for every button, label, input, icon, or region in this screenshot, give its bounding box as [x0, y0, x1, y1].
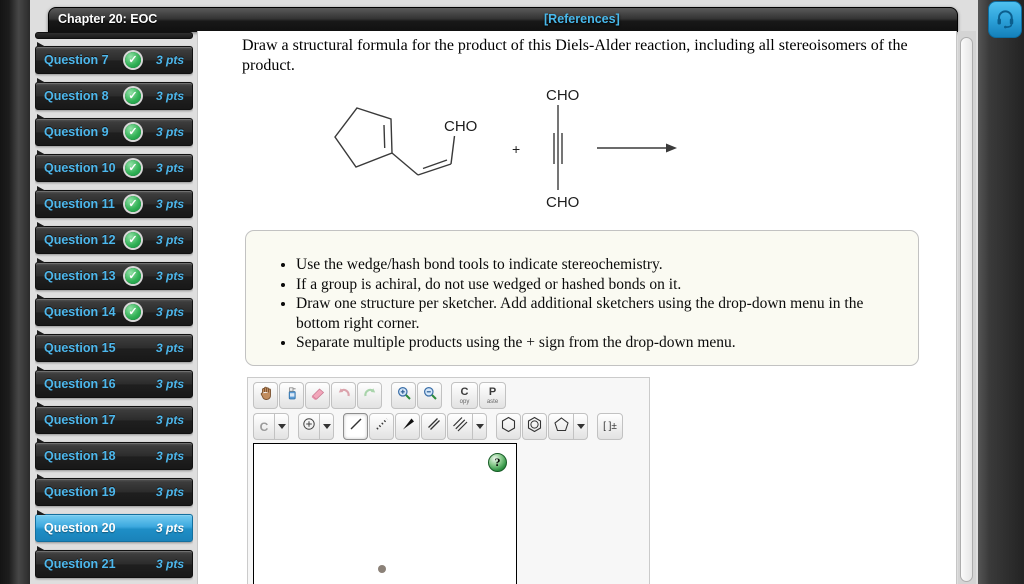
- ring-dropdown-button[interactable]: [573, 413, 588, 440]
- sidebar-item-question-20[interactable]: [35, 514, 193, 542]
- charge-button[interactable]: [298, 413, 319, 440]
- benzene-ring-icon: [526, 416, 543, 438]
- points-badge: 3 pts: [155, 233, 184, 247]
- hexagon-ring-button[interactable]: [496, 413, 521, 440]
- instruction-bullet: • If a group is achiral, do not use wedged or hashed bonds on it.: [296, 275, 896, 295]
- check-icon: ✓: [125, 160, 141, 176]
- question-label: Question 16: [44, 377, 116, 391]
- chevron-down-icon: [278, 424, 286, 429]
- sidebar-item-question-18[interactable]: [35, 442, 193, 470]
- check-icon: ✓: [125, 268, 141, 284]
- points-badge: 3 pts: [155, 305, 184, 319]
- reaction-arrow: [597, 144, 677, 153]
- chevron-down-icon: [323, 424, 331, 429]
- instruction-list: [276, 255, 900, 353]
- points-badge: 3 pts: [155, 521, 184, 535]
- sidebar-items-container: [35, 46, 193, 578]
- sidebar-item-question-8[interactable]: [35, 82, 193, 110]
- bracket-group-button[interactable]: [597, 413, 623, 440]
- question-label: Question 20: [44, 521, 116, 535]
- right-dock: [978, 0, 1024, 584]
- dienophile-structure: [554, 105, 562, 190]
- instructions-panel: [245, 230, 919, 366]
- sidebar-item-question-17[interactable]: [35, 406, 193, 434]
- redo-icon: [362, 385, 378, 406]
- wedge-bond-icon: [400, 416, 416, 437]
- question-label: Question 10: [44, 161, 116, 175]
- sidebar-item-question-14[interactable]: [35, 298, 193, 326]
- spray-clean-icon: [284, 385, 300, 406]
- points-badge: 3 pts: [155, 449, 184, 463]
- left-dock: [0, 0, 30, 584]
- page-scrollbar-thumb[interactable]: [960, 37, 973, 582]
- undo-button[interactable]: [331, 382, 356, 409]
- pentagon-ring-icon: [553, 416, 570, 438]
- pentagon-ring-button[interactable]: [548, 413, 573, 440]
- sidebar-item-question-15[interactable]: [35, 334, 193, 362]
- chevron-down-icon: [476, 424, 484, 429]
- check-icon: ✓: [125, 304, 141, 320]
- question-label: Question 19: [44, 485, 116, 499]
- paste-label-sub: aste: [486, 398, 499, 405]
- single-bond-icon: [348, 416, 364, 437]
- points-badge: 3 pts: [155, 197, 184, 211]
- points-badge: 3 pts: [155, 557, 184, 571]
- single-bond-button[interactable]: [343, 413, 368, 440]
- check-icon: ✓: [125, 232, 141, 248]
- element-select-button[interactable]: [253, 413, 274, 440]
- sidebar-item-question-21[interactable]: [35, 550, 193, 578]
- sidebar-item-question-13[interactable]: [35, 262, 193, 290]
- question-label: Question 15: [44, 341, 116, 355]
- question-label: Question 21: [44, 557, 116, 571]
- structure-sketcher: [247, 377, 650, 584]
- copy-button[interactable]: [451, 382, 478, 409]
- pan-hand-button[interactable]: [253, 382, 278, 409]
- sidebar-item-question-11[interactable]: [35, 190, 193, 218]
- sidebar-item-question-19[interactable]: [35, 478, 193, 506]
- check-icon: ✓: [125, 196, 141, 212]
- plus-sign: +: [512, 141, 521, 157]
- sidebar-item-question-7[interactable]: [35, 46, 193, 74]
- bond-dropdown-button[interactable]: [472, 413, 487, 440]
- benzene-ring-button[interactable]: [522, 413, 547, 440]
- points-badge: 3 pts: [155, 53, 184, 67]
- page-title: Chapter 20: EOC: [58, 12, 158, 26]
- sketcher-toolbar-bottom: [248, 413, 649, 440]
- instruction-bullet: • Separate multiple products using the + sign from the drop-down menu.: [296, 333, 896, 353]
- points-badge: 3 pts: [155, 413, 184, 427]
- erase-button[interactable]: [305, 382, 330, 409]
- sketcher-toolbar-top: [248, 382, 649, 409]
- question-label: Question 9: [44, 125, 109, 139]
- dienophile-cho-bottom-label: CHO: [546, 194, 580, 211]
- paste-button[interactable]: [479, 382, 506, 409]
- hexagon-ring-icon: [500, 416, 517, 438]
- hash-bond-button[interactable]: [369, 413, 394, 440]
- headset-icon: [993, 5, 1017, 34]
- clear-canvas-button[interactable]: [279, 382, 304, 409]
- diene-cho-label: CHO: [444, 118, 478, 135]
- points-badge: 3 pts: [155, 89, 184, 103]
- wedge-bond-button[interactable]: [395, 413, 420, 440]
- redo-button[interactable]: [357, 382, 382, 409]
- zoom-in-icon: [396, 385, 412, 406]
- sidebar-item-question-16[interactable]: [35, 370, 193, 398]
- question-label: Question 17: [44, 413, 116, 427]
- points-badge: 3 pts: [155, 341, 184, 355]
- app-header: [48, 7, 958, 32]
- undo-icon: [336, 385, 352, 406]
- paste-label-main: P: [488, 385, 497, 398]
- sketcher-canvas[interactable]: [253, 443, 517, 584]
- charge-dropdown-button[interactable]: [319, 413, 334, 440]
- references-link[interactable]: [References]: [544, 12, 620, 26]
- sketcher-help-button[interactable]: [488, 453, 507, 472]
- points-badge: 3 pts: [155, 377, 184, 391]
- instruction-bullet: • Use the wedge/hash bond tools to indicate stereochemistry.: [296, 255, 896, 275]
- points-badge: 3 pts: [155, 125, 184, 139]
- question-mark-icon: ?: [494, 455, 501, 469]
- check-icon: ✓: [125, 52, 141, 68]
- question-label: Question 12: [44, 233, 116, 247]
- triple-bond-button[interactable]: [447, 413, 472, 440]
- element-dropdown-button[interactable]: [274, 413, 289, 440]
- question-prompt: Draw a structural formula for the product of this Diels-Alder reaction, including all stereoisomers of the product.: [242, 37, 908, 74]
- question-label: Question 7: [44, 53, 109, 67]
- zoom-in-button[interactable]: [391, 382, 416, 409]
- points-badge: 3 pts: [155, 161, 184, 175]
- sidebar-item-partial-top[interactable]: [35, 32, 193, 39]
- sidebar-item-question-9[interactable]: [35, 118, 193, 146]
- dienophile-cho-top-label: CHO: [546, 87, 580, 104]
- check-icon: ✓: [125, 124, 141, 140]
- bracket-label: [ ]±: [603, 421, 617, 432]
- charge-plus-icon: [302, 417, 316, 436]
- points-badge: 3 pts: [155, 269, 184, 283]
- support-headset-button[interactable]: [988, 1, 1022, 38]
- check-icon: ✓: [125, 88, 141, 104]
- double-bond-button[interactable]: [421, 413, 446, 440]
- double-bond-icon: [426, 416, 442, 437]
- points-badge: 3 pts: [155, 485, 184, 499]
- question-label: Question 11: [44, 197, 115, 211]
- question-label: Question 13: [44, 269, 116, 283]
- sidebar-item-question-12[interactable]: [35, 226, 193, 254]
- copy-label-sub: opy: [459, 398, 470, 405]
- instruction-bullet: • Draw one structure per sketcher. Add additional sketchers using the drop-down menu in the bottom right corner.: [296, 294, 896, 333]
- atom-dot[interactable]: [378, 565, 386, 573]
- question-label: Question 14: [44, 305, 116, 319]
- element-label: C: [259, 419, 269, 434]
- diene-structure: [335, 108, 455, 175]
- zoom-out-icon: [422, 385, 438, 406]
- hash-bond-icon: [374, 416, 390, 437]
- question-label: Question 8: [44, 89, 109, 103]
- question-nav-sidebar: [35, 32, 193, 584]
- sidebar-item-question-10[interactable]: [35, 154, 193, 182]
- reaction-scheme: [320, 80, 700, 215]
- hand-icon: [258, 385, 274, 406]
- eraser-icon: [310, 385, 326, 406]
- question-label: Question 18: [44, 449, 116, 463]
- chevron-down-icon: [577, 424, 585, 429]
- zoom-out-button[interactable]: [417, 382, 442, 409]
- triple-bond-icon: [452, 416, 468, 437]
- copy-label-main: C: [460, 385, 469, 398]
